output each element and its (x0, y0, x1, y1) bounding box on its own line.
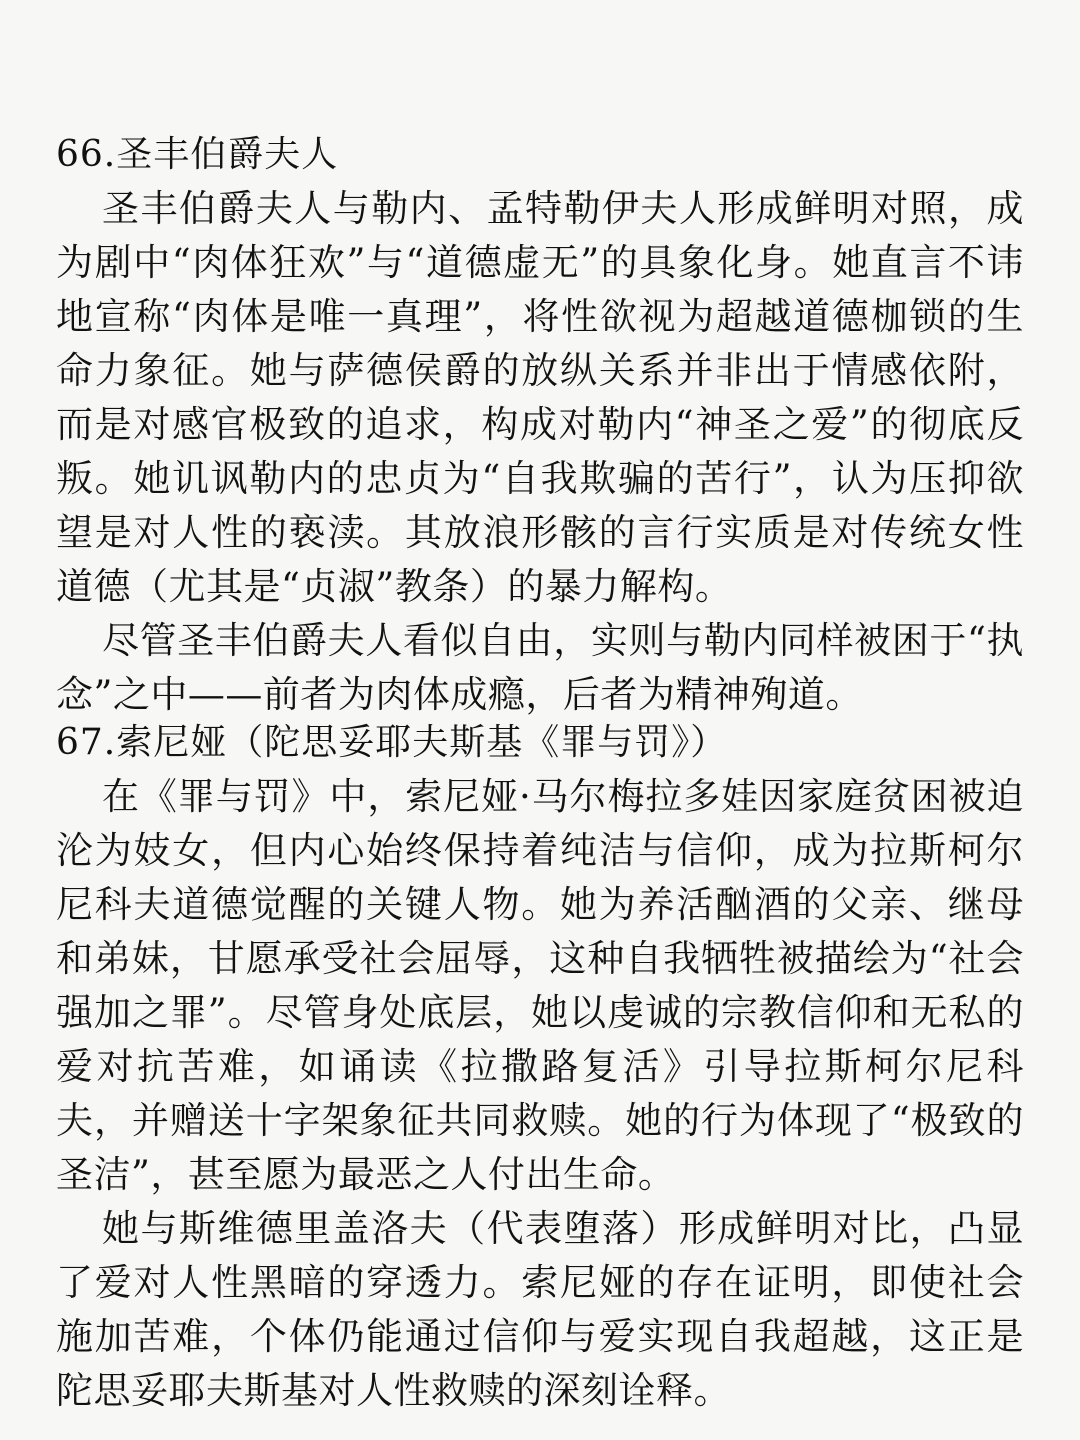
entry-67-title: 67.索尼娅（陀思妥耶夫斯基《罪与罚》） (56, 722, 728, 763)
entry-66-paragraph-1: 圣丰伯爵夫人与勒内、孟特勒伊夫人形成鲜明对照，成为剧中“肉体狂欢”与“道德虚无”的具象化身。她直言不讳地宣称“肉体是唯一真理”，将性欲视为超越道德枷锁的生命力象征。她与萨德侯爵的放纵关系并非出于情感依附，而是对感官极致的追求，构成对勒内“神圣之爱”的彻底反叛。她讥讽勒内的忠贞为“自我欺骗的苦行”，认为压抑欲望是对人性的亵渎。其放浪形骸的言行实质是对传统女性道德（尤其是“贞淑”教条）的暴力解构。 (56, 187, 1024, 608)
entry-66-section (56, 128, 1024, 722)
entry-66-paragraph-2: 尽管圣丰伯爵夫人看似自由，实则与勒内同样被困于“执念”之中——前者为肉体成瘾，后者为精神殉道。 (56, 619, 1024, 716)
entry-67-paragraph-2: 她与斯维德里盖洛夫（代表堕落）形成鲜明对比，凸显了爱对人性黑暗的穿透力。索尼娅的存在证明，即使社会施加苦难，个体仍能通过信仰与爱实现自我超越，这正是陀思妥耶夫斯基对人性救赎的深刻诠释。 (56, 1207, 1024, 1412)
entry-67-section (56, 716, 1024, 1418)
entry-67-paragraph-1: 在《罪与罚》中，索尼娅·马尔梅拉多娃因家庭贫困被迫沦为妓女，但内心始终保持着纯洁与信仰，成为拉斯柯尔尼科夫道德觉醒的关键人物。她为养活酗酒的父亲、继母和弟妹，甘愿承受社会屈辱，这种自我牺牲被描绘为“社会强加之罪”。尽管身处底层，她以虔诚的宗教信仰和无私的爱对抗苦难，如诵读《拉撒路复活》引导拉斯柯尔尼科夫，并赠送十字架象征共同救赎。她的行为体现了“极致的圣洁”，甚至愿为最恶之人付出生命。 (56, 775, 1024, 1196)
entry-66-title: 66.圣丰伯爵夫人 (56, 134, 339, 175)
